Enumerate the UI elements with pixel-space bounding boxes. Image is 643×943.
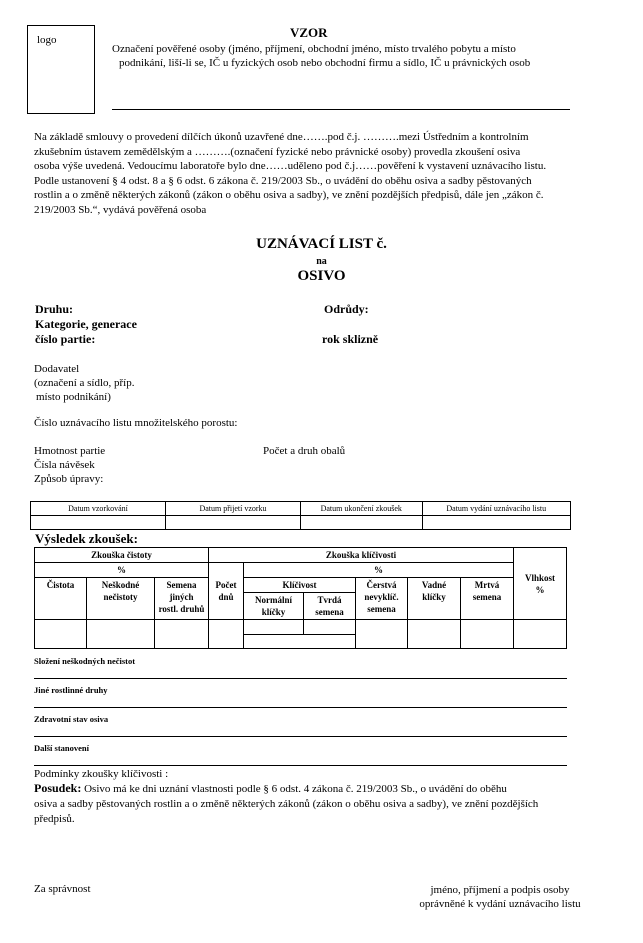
document-title: UZNÁVACÍ LIST č. — [256, 236, 387, 252]
col-label: jiných — [169, 592, 194, 602]
results-heading: Výsledek zkoušek: — [35, 531, 138, 546]
intro-paragraph — [34, 130, 584, 217]
field-dodavatel — [34, 362, 135, 404]
value-cell[interactable] — [304, 620, 356, 635]
issuer-underline — [112, 109, 570, 110]
value-cell[interactable] — [356, 620, 408, 649]
field-druhu: Druhu: — [35, 302, 74, 316]
col-label: Neškodné — [101, 580, 140, 590]
signature-line: oprávněné k vydání uznávacího listu — [419, 898, 581, 910]
title-na: na — [316, 256, 327, 267]
col-mrtva — [461, 578, 514, 620]
date-cell[interactable] — [31, 516, 166, 530]
col-label: rostl. druhů — [158, 604, 205, 614]
posudek-label: Posudek: — [34, 781, 82, 795]
logo-placeholder: logo — [37, 34, 57, 46]
col-label: Mrtvá — [474, 580, 500, 590]
col-pocet-dnu — [209, 578, 244, 620]
moisture-unit: % — [535, 584, 545, 595]
col-vadne — [408, 578, 461, 620]
field-odrudy: Odrůdy: — [324, 302, 369, 316]
date-cell[interactable] — [422, 516, 571, 530]
field-cislo-listu: Číslo uznávacího listu množitelského porostu: — [34, 417, 238, 429]
value-cell[interactable] — [155, 620, 209, 649]
col-tvrda — [304, 593, 356, 620]
intro-line: Na základě smlouvy o provedení dílčích úkonů uzavřené dne…….pod č.j. ……….mezi Ústředním a kontrolním — [34, 131, 529, 143]
title-osivo: OSIVO — [297, 268, 346, 284]
dodavatel-note: (označení a sídlo, příp. — [34, 377, 135, 389]
value-cell[interactable] — [461, 620, 514, 649]
vzor-heading: VZOR — [290, 25, 328, 40]
col-label: Normální — [255, 595, 292, 605]
col-label: semena — [367, 604, 396, 614]
germination-test-header: Zkouška klíčivosti — [209, 548, 514, 563]
logo-box — [27, 25, 95, 114]
col-label: Vadné — [421, 580, 447, 590]
note-line — [34, 707, 567, 708]
col-label: klíčky — [422, 592, 446, 602]
field-cislo-partie: číslo partie: — [35, 332, 96, 346]
field-pocet-obalu: Počet a druh obalů — [263, 445, 346, 457]
col-label: Počet — [215, 579, 237, 590]
col-label: semena — [472, 592, 502, 602]
intro-line: osoba výše uvedená. Vedoucímu laboratoře bylo dne……uděleno pod č.j……pověření k vystavení uznávacího listu. — [34, 160, 547, 172]
value-cell[interactable] — [244, 635, 356, 649]
col-cerstva — [356, 578, 408, 620]
moisture-label: Vlhkost — [524, 572, 555, 583]
moisture-header — [514, 548, 567, 620]
date-cell[interactable] — [301, 516, 423, 530]
signature-block — [405, 883, 595, 911]
posudek-text: Osivo má ke dni uznání vlastnosti podle § 6 odst. 4 zákona č. 219/2003 Sb., o uvádění do oběhu — [81, 783, 507, 795]
issuer-line-1: Označení pověřené osoby (jméno, příjmení, obchodní jméno, místo trvalého pobytu a místo — [112, 43, 516, 55]
field-rok-sklizne: rok sklizně — [322, 332, 379, 346]
col-semena-jinych — [155, 578, 209, 620]
germination-conditions: Podmínky zkoušky klíčivosti : — [34, 768, 169, 780]
value-cell[interactable] — [408, 620, 461, 649]
intro-line: 219/2003 Sb.“, vydává pověřená osoba — [34, 203, 207, 216]
date-header: Datum vydání uznávacího listu — [422, 502, 571, 516]
za-spravnost: Za správnost — [34, 883, 91, 895]
col-label: Semena — [166, 580, 197, 590]
purity-unit: % — [35, 563, 209, 578]
date-header: Datum vzorkování — [31, 502, 166, 516]
blank-cell — [209, 563, 244, 578]
note-line — [34, 678, 567, 679]
value-cell[interactable] — [87, 620, 155, 649]
col-cistota: Čistota — [35, 578, 87, 620]
value-cell[interactable] — [35, 620, 87, 649]
note-line — [34, 736, 567, 737]
posudek-text: osiva a sadby pěstovaných rostlin a o změně některých zákonů (zákon o oběhu osiva a sadby), ve znění pozdějších — [34, 798, 539, 810]
field-cisla-navesek: Čísla návěsek — [34, 459, 95, 471]
field-kategorie: Kategorie, generace — [35, 317, 137, 331]
col-klicivost: Klíčivost — [244, 578, 356, 593]
col-label: semena — [315, 607, 344, 617]
dodavatel-note: místo podnikání) — [36, 391, 111, 403]
germination-unit: % — [244, 563, 514, 578]
value-cell[interactable] — [209, 620, 244, 649]
dates-table — [30, 501, 571, 530]
col-label: Čerstvá — [366, 580, 397, 590]
col-label: nečistoty — [103, 592, 138, 602]
intro-line: Podle ustanovení § 4 odst. 8 a § 6 odst. 6 zákona č. 219/2003 Sb., o uvádění do oběhu osiva a sadby pěstovaných — [34, 174, 532, 187]
posudek-text: předpisů. — [34, 813, 75, 825]
note-dalsi-stanoveni: Další stanovení — [34, 743, 90, 753]
intro-line: rostlin a o změně některých zákonů (zákon o oběhu osiva a sadby), ve znění pozdějších předpisů, dále jen „zákon č. — [34, 189, 544, 201]
posudek — [34, 781, 586, 827]
col-label: nevyklíč. — [364, 592, 399, 602]
note-zdravotni-stav: Zdravotní stav osiva — [34, 714, 109, 724]
date-header: Datum ukončení zkoušek — [301, 502, 423, 516]
date-header: Datum přijetí vzorku — [166, 502, 301, 516]
note-line — [34, 765, 567, 766]
signature-line: jméno, příjmení a podpis osoby — [430, 884, 570, 896]
note-slozeni: Složení neškodných nečistot — [34, 656, 136, 666]
note-jine-druhy: Jiné rostlinné druhy — [34, 685, 108, 695]
issuer-line-2: podnikání, liší-li se, IČ u fyzických osob nebo obchodní firmu a sídlo, IČ u právnických osob — [119, 57, 531, 69]
value-cell[interactable] — [514, 620, 567, 649]
issuer-description — [112, 42, 572, 70]
col-label: Tvrdá — [317, 595, 342, 605]
purity-test-header: Zkouška čistoty — [35, 548, 209, 563]
col-normalni — [244, 593, 304, 620]
intro-line: zkušebním ústavem zemědělským a ……….(označení fyzické nebo právnické osoby) provedla zkoušení osiva — [34, 145, 521, 158]
dodavatel-label: Dodavatel — [34, 363, 80, 375]
col-label: dnů — [218, 591, 234, 602]
col-neskodne — [87, 578, 155, 620]
results-table — [34, 547, 567, 649]
col-label: klíčky — [261, 607, 286, 617]
value-cell[interactable] — [244, 620, 304, 635]
field-zpusob-upravy: Způsob úpravy: — [34, 473, 104, 485]
field-hmotnost: Hmotnost partie — [34, 445, 106, 457]
date-cell[interactable] — [166, 516, 301, 530]
